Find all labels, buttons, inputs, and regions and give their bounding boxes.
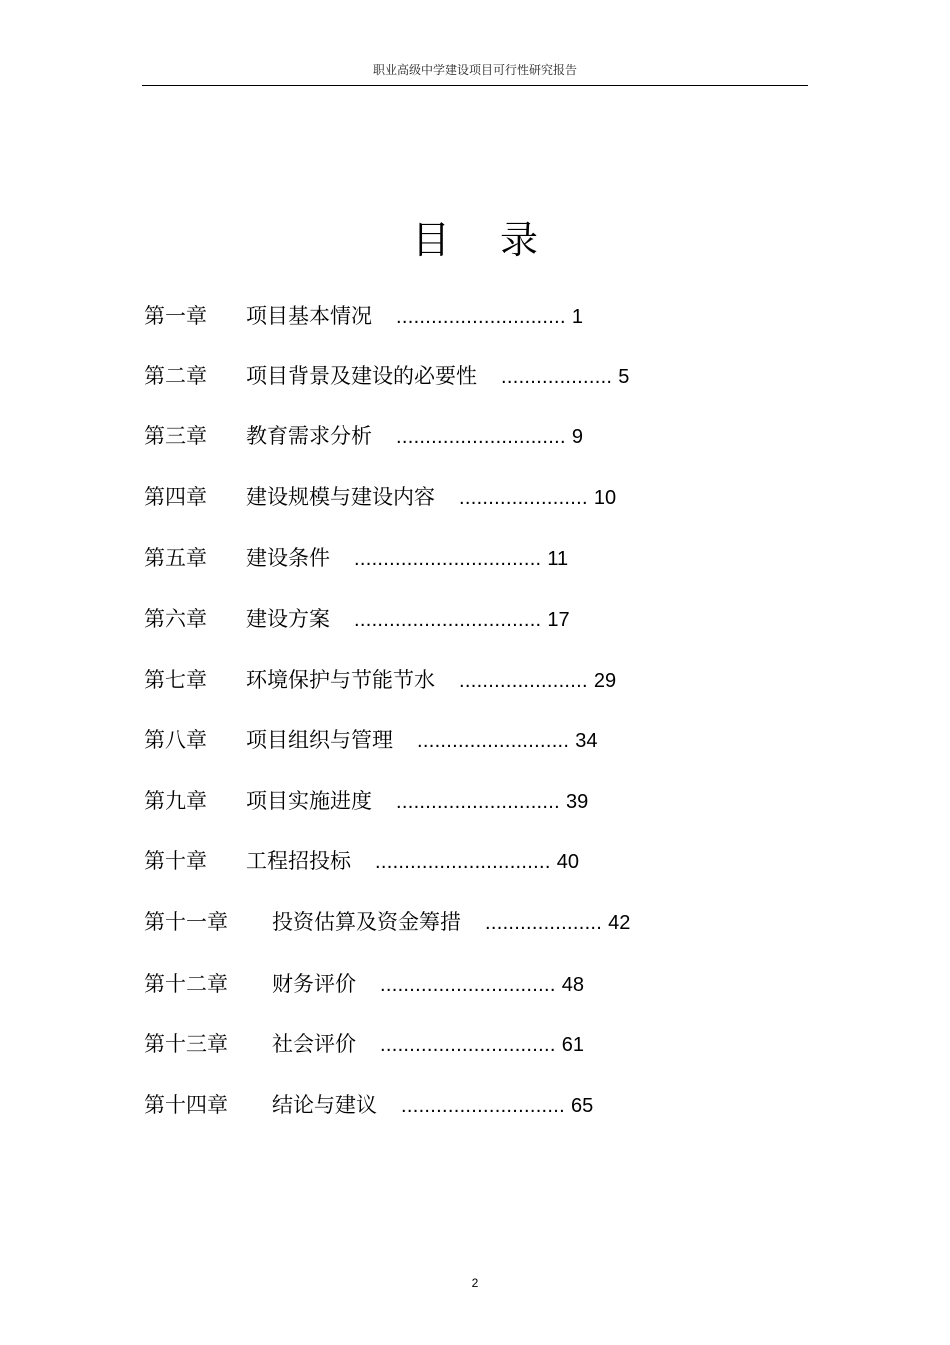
toc-dot-leader: ...................... [459,487,588,509]
toc-dot-leader: ................................ [354,609,542,631]
toc-chapter-label: 第七章 [144,668,207,692]
toc-chapter-label: 第二章 [144,364,207,388]
toc-page-number: 48 [561,974,584,996]
toc-chapter-label: 第六章 [144,607,207,631]
toc-page-number: 17 [547,609,570,631]
toc-page-number: 10 [593,487,617,509]
toc-dot-leader: .......................... [417,730,570,752]
running-header: 职业高级中学建设项目可行性研究报告 [372,63,577,77]
toc-entry[interactable] [144,902,630,942]
toc-page-number: 9 [571,426,583,448]
toc-chapter-title: 投资估算及资金筹措 [272,910,461,934]
toc-chapter-title: 环境保护与节能节水 [246,668,435,692]
toc-page-number: 40 [556,851,579,873]
toc-chapter-label: 第五章 [144,546,207,570]
toc-chapter-title: 工程招投标 [246,849,351,873]
toc-dot-leader: .............................. [375,851,551,873]
toc-chapter-label: 第八章 [144,728,207,752]
toc-page-number: 39 [566,791,589,813]
toc-entry[interactable] [144,416,583,456]
toc-chapter-title: 教育需求分析 [246,424,372,448]
toc-page-number: 1 [571,306,583,328]
header-divider [142,85,808,86]
toc-entry[interactable] [144,538,568,578]
toc-chapter-title: 项目组织与管理 [246,728,393,752]
toc-chapter-label: 第三章 [144,424,207,448]
toc-entry[interactable] [144,599,570,639]
toc-chapter-label: 第一章 [144,304,207,328]
toc-page-number: 5 [618,366,630,388]
toc-chapter-title: 建设规模与建设内容 [246,485,435,509]
toc-entry[interactable] [144,781,588,821]
toc-chapter-title: 结论与建议 [272,1093,377,1117]
toc-page-number: 42 [608,912,631,934]
toc-page-number: 34 [575,730,598,752]
toc-chapter-title: 财务评价 [272,972,356,996]
toc-title-char-1: 目 [411,218,450,262]
toc-dot-leader: ...................... [459,670,588,692]
toc-chapter-title: 建设方案 [246,607,330,631]
toc-entry[interactable] [144,964,584,1004]
toc-chapter-title: 建设条件 [246,546,330,570]
toc-entry[interactable] [144,356,629,396]
toc-entry[interactable] [144,660,616,700]
toc-dot-leader: ................... [501,366,613,388]
page-number: 2 [471,1276,479,1290]
toc-chapter-title: 项目背景及建设的必要性 [246,364,477,388]
toc-entry[interactable] [144,296,583,336]
toc-chapter-label: 第十章 [144,849,207,873]
toc-dot-leader: .............................. [380,1034,556,1056]
toc-entry[interactable] [144,841,579,881]
toc-dot-leader: ............................. [396,426,566,448]
toc-entry[interactable] [144,1085,593,1125]
toc-page-number: 61 [561,1034,584,1056]
toc-title-char-2: 录 [500,218,539,262]
toc-dot-leader: .................... [485,912,603,934]
toc-title [0,214,950,266]
toc-chapter-label: 第九章 [144,789,207,813]
toc-chapter-label: 第四章 [144,485,207,509]
toc-dot-leader: .............................. [380,974,556,996]
toc-entry[interactable] [144,1024,584,1064]
toc-entry[interactable] [144,720,598,760]
toc-page-number: 11 [547,548,569,570]
toc-dot-leader: ............................ [396,791,560,813]
toc-chapter-title: 项目实施进度 [246,789,372,813]
toc-chapter-label: 第十四章 [144,1093,228,1117]
toc-dot-leader: ............................. [396,306,566,328]
toc-page-number: 65 [571,1095,594,1117]
toc-chapter-title: 社会评价 [272,1032,356,1056]
toc-entry[interactable] [144,477,616,517]
toc-chapter-label: 第十一章 [144,910,228,934]
toc-dot-leader: ............................ [401,1095,565,1117]
toc-chapter-label: 第十二章 [144,972,228,996]
toc-page-number: 29 [593,670,617,692]
toc-chapter-label: 第十三章 [144,1032,228,1056]
toc-chapter-title: 项目基本情况 [246,304,372,328]
toc-dot-leader: ................................ [354,548,542,570]
